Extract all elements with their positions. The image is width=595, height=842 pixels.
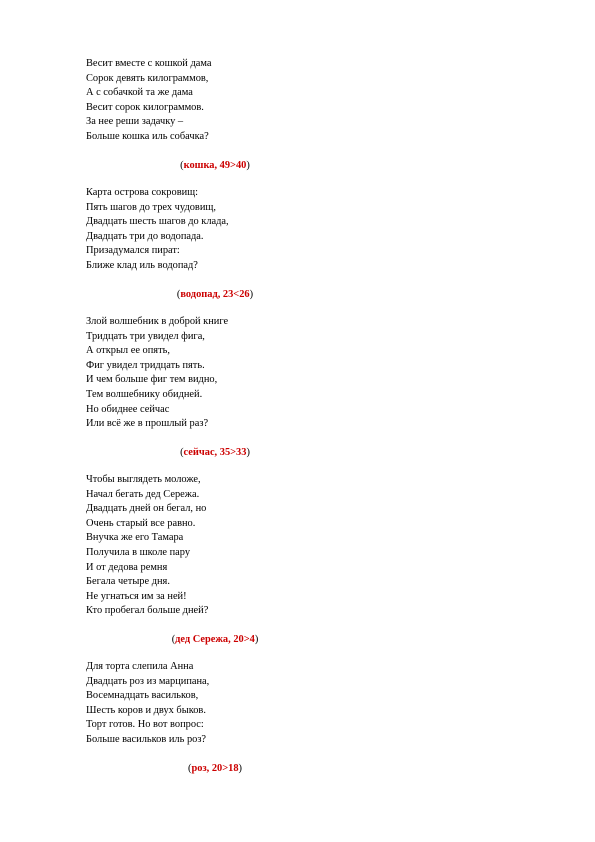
answer-text: сейчас, 35>33 <box>183 447 247 458</box>
riddle-line: И чем больше фиг тем видно, <box>86 374 218 386</box>
answer-text: дед Сережа, 20>4 <box>175 634 255 645</box>
riddle-line: Внучка же его Тамара <box>86 532 184 544</box>
answer-close-paren: ) <box>246 160 250 171</box>
riddle-line: Для торта слепила Анна <box>86 661 194 672</box>
riddle-2-answer <box>86 288 344 302</box>
riddle-line: Очень старый все равно. <box>86 517 196 529</box>
answer-text: кошка, 49>40 <box>183 160 247 171</box>
riddle-line: Кто пробегал больше дней? <box>86 605 209 617</box>
riddle-line: Двадцать дней он бегал, но <box>86 503 207 515</box>
answer-close-paren: ) <box>254 634 259 645</box>
answer-open-paren: ( <box>180 160 184 171</box>
riddle-line: Бегала четыре дня. <box>86 576 170 588</box>
riddle-line: Двадцать роз из марципана, <box>86 675 210 687</box>
answer-open-paren: ( <box>171 634 176 645</box>
riddle-1-stanza <box>86 57 386 145</box>
riddle-line: Торт готов. Но вот вопрос: <box>86 719 204 731</box>
riddle-line: Чтобы выглядеть моложе, <box>86 474 201 485</box>
riddle-line: А с собачкой та же дама <box>86 87 193 99</box>
riddle-3-answer <box>86 446 344 460</box>
answer-close-paren: ) <box>246 447 250 458</box>
riddle-3-stanza <box>86 315 386 432</box>
riddle-line: Но обиднее сейчас <box>86 403 170 415</box>
riddle-line: Двадцать шесть шагов до клада, <box>86 216 229 228</box>
riddle-line: Тридцать три увидел фига, <box>86 330 205 342</box>
riddle-line: Ближе клад иль водопад? <box>86 259 198 271</box>
answer-open-paren: ( <box>176 289 181 300</box>
answer-open-paren: ( <box>180 447 184 458</box>
riddle-4-stanza <box>86 473 386 619</box>
answer-text: роз, 20>18 <box>191 763 239 774</box>
riddle-line: Пять шагов до трех чудовищ, <box>86 201 216 213</box>
riddle-5-stanza <box>86 660 386 748</box>
answer-close-paren: ) <box>238 763 242 774</box>
riddle-line: Фиг увидел тридцать пять. <box>86 359 205 371</box>
riddle-line: А открыл ее опять, <box>86 345 170 357</box>
riddle-line: Или всё же в прошлый раз? <box>86 418 209 430</box>
answer-close-paren: ) <box>249 289 254 300</box>
riddle-line: Весит вместе с кошкой дама <box>86 58 212 69</box>
riddle-line: За нее реши задачку – <box>86 116 184 128</box>
riddle-line: Призадумался пират: <box>86 245 180 257</box>
riddle-5-answer <box>86 762 344 776</box>
riddle-line: Карта острова сокровищ: <box>86 187 199 198</box>
riddle-line: Восемнадцать васильков, <box>86 690 199 702</box>
riddle-line: Злой волшебник в доброй книге <box>86 316 229 327</box>
answer-open-paren: ( <box>188 763 192 774</box>
riddle-line: Больше кошка иль собачка? <box>86 130 209 142</box>
riddle-line: Шесть коров и двух быков. <box>86 704 206 716</box>
riddle-4-answer <box>86 633 344 647</box>
riddle-line: Получила в школе пару <box>86 546 191 558</box>
riddle-line: Больше васильков иль роз? <box>86 733 207 745</box>
riddle-line: Начал бегать дед Сережа. <box>86 488 200 500</box>
riddle-line: Весит сорок килограммов. <box>86 101 204 113</box>
riddle-line: Двадцать три до водопада. <box>86 230 204 242</box>
riddle-line: Тем волшебнику обидней. <box>86 388 203 400</box>
riddle-line: Не угнаться им за ней! <box>86 590 187 602</box>
riddle-1-answer <box>86 159 344 173</box>
answer-text: водопад, 23<26 <box>180 289 250 300</box>
riddle-line: Сорок девять килограммов, <box>86 72 209 84</box>
riddle-line: И от дедова ремня <box>86 561 168 573</box>
riddle-2-stanza <box>86 186 386 274</box>
